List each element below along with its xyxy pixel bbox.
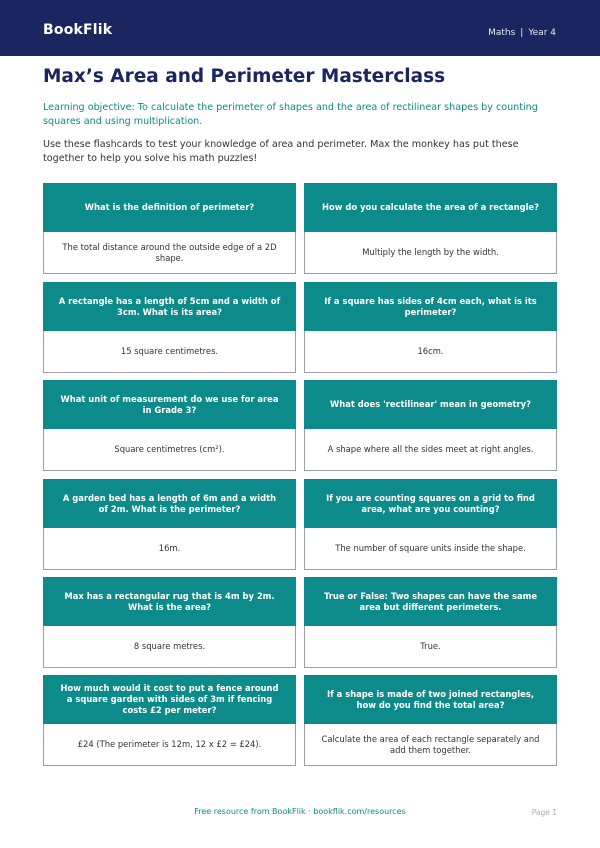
brand-logo[interactable]: BookFlik — [43, 22, 113, 38]
flashcard-question: A rectangle has a length of 5cm and a width of 3cm. What is its area? — [43, 282, 296, 331]
flashcard-answer: 16cm. — [304, 331, 557, 373]
flashcard-question: If a shape is made of two joined rectangles, how do you find the total area? — [304, 675, 557, 724]
flashcard[interactable] — [43, 577, 296, 668]
flashcard-question: How do you calculate the area of a rectangle? — [304, 183, 557, 232]
flashcard-answer: 15 square centimetres. — [43, 331, 296, 373]
flashcard[interactable] — [304, 282, 557, 373]
flashcard-question: If you are counting squares on a grid to find area, what are you counting? — [304, 479, 557, 528]
flashcard[interactable] — [43, 479, 296, 570]
footer-resource-link[interactable]: Free resource from BookFlik · bookflik.com/resources — [194, 807, 406, 816]
breadcrumb — [488, 28, 556, 38]
page-number: Page 1 — [531, 808, 557, 817]
flashcard-answer: £24 (The perimeter is 12m, 12 x £2 = £24). — [43, 724, 296, 766]
breadcrumb-subject[interactable]: Maths — [488, 28, 516, 38]
page-title: Max’s Area and Perimeter Masterclass — [43, 66, 446, 87]
flashcard[interactable] — [43, 183, 296, 274]
breadcrumb-separator: | — [520, 28, 524, 38]
flashcard-answer: True. — [304, 626, 557, 668]
flashcard-answer: 8 square metres. — [43, 626, 296, 668]
flashcard[interactable] — [304, 380, 557, 471]
flashcard-answer: Square centimetres (cm²). — [43, 429, 296, 471]
flashcard[interactable] — [304, 183, 557, 274]
flashcard-question: What is the definition of perimeter? — [43, 183, 296, 232]
flashcard-question: If a square has sides of 4cm each, what is its perimeter? — [304, 282, 557, 331]
intro-text: Use these flashcards to test your knowledge of area and perimeter. Max the monkey has put these together to help you solve his math puzzles! — [43, 139, 519, 164]
flashcard-question: True or False: Two shapes can have the same area but different perimeters. — [304, 577, 557, 626]
flashcard[interactable] — [43, 380, 296, 471]
header-bar — [0, 0, 600, 56]
flashcard[interactable] — [304, 675, 557, 766]
flashcard-question: A garden bed has a length of 6m and a width of 2m. What is the perimeter? — [43, 479, 296, 528]
breadcrumb-level[interactable]: Year 4 — [528, 28, 556, 38]
flashcard-question: How much would it cost to put a fence around a square garden with sides of 3m if fencing costs £2 per meter? — [43, 675, 296, 724]
flashcard-answer: Multiply the length by the width. — [304, 232, 557, 274]
flashcard[interactable] — [304, 479, 557, 570]
flashcard[interactable] — [43, 282, 296, 373]
flashcard-answer: Calculate the area of each rectangle separately and add them together. — [304, 724, 557, 766]
flashcard-answer: 16m. — [43, 528, 296, 570]
flashcard[interactable] — [43, 675, 296, 766]
learning-objective: Learning objective: To calculate the perimeter of shapes and the area of rectilinear shapes by counting squares and using multiplication. — [43, 102, 538, 127]
flashcard-answer: A shape where all the sides meet at right angles. — [304, 429, 557, 471]
flashcard-answer: The total distance around the outside edge of a 2D shape. — [43, 232, 296, 274]
flashcard-question: Max has a rectangular rug that is 4m by 2m. What is the area? — [43, 577, 296, 626]
flashcard-question: What unit of measurement do we use for area in Grade 3? — [43, 380, 296, 429]
flashcard-question: What does 'rectilinear' mean in geometry? — [304, 380, 557, 429]
flashcard-answer: The number of square units inside the shape. — [304, 528, 557, 570]
flashcard[interactable] — [304, 577, 557, 668]
